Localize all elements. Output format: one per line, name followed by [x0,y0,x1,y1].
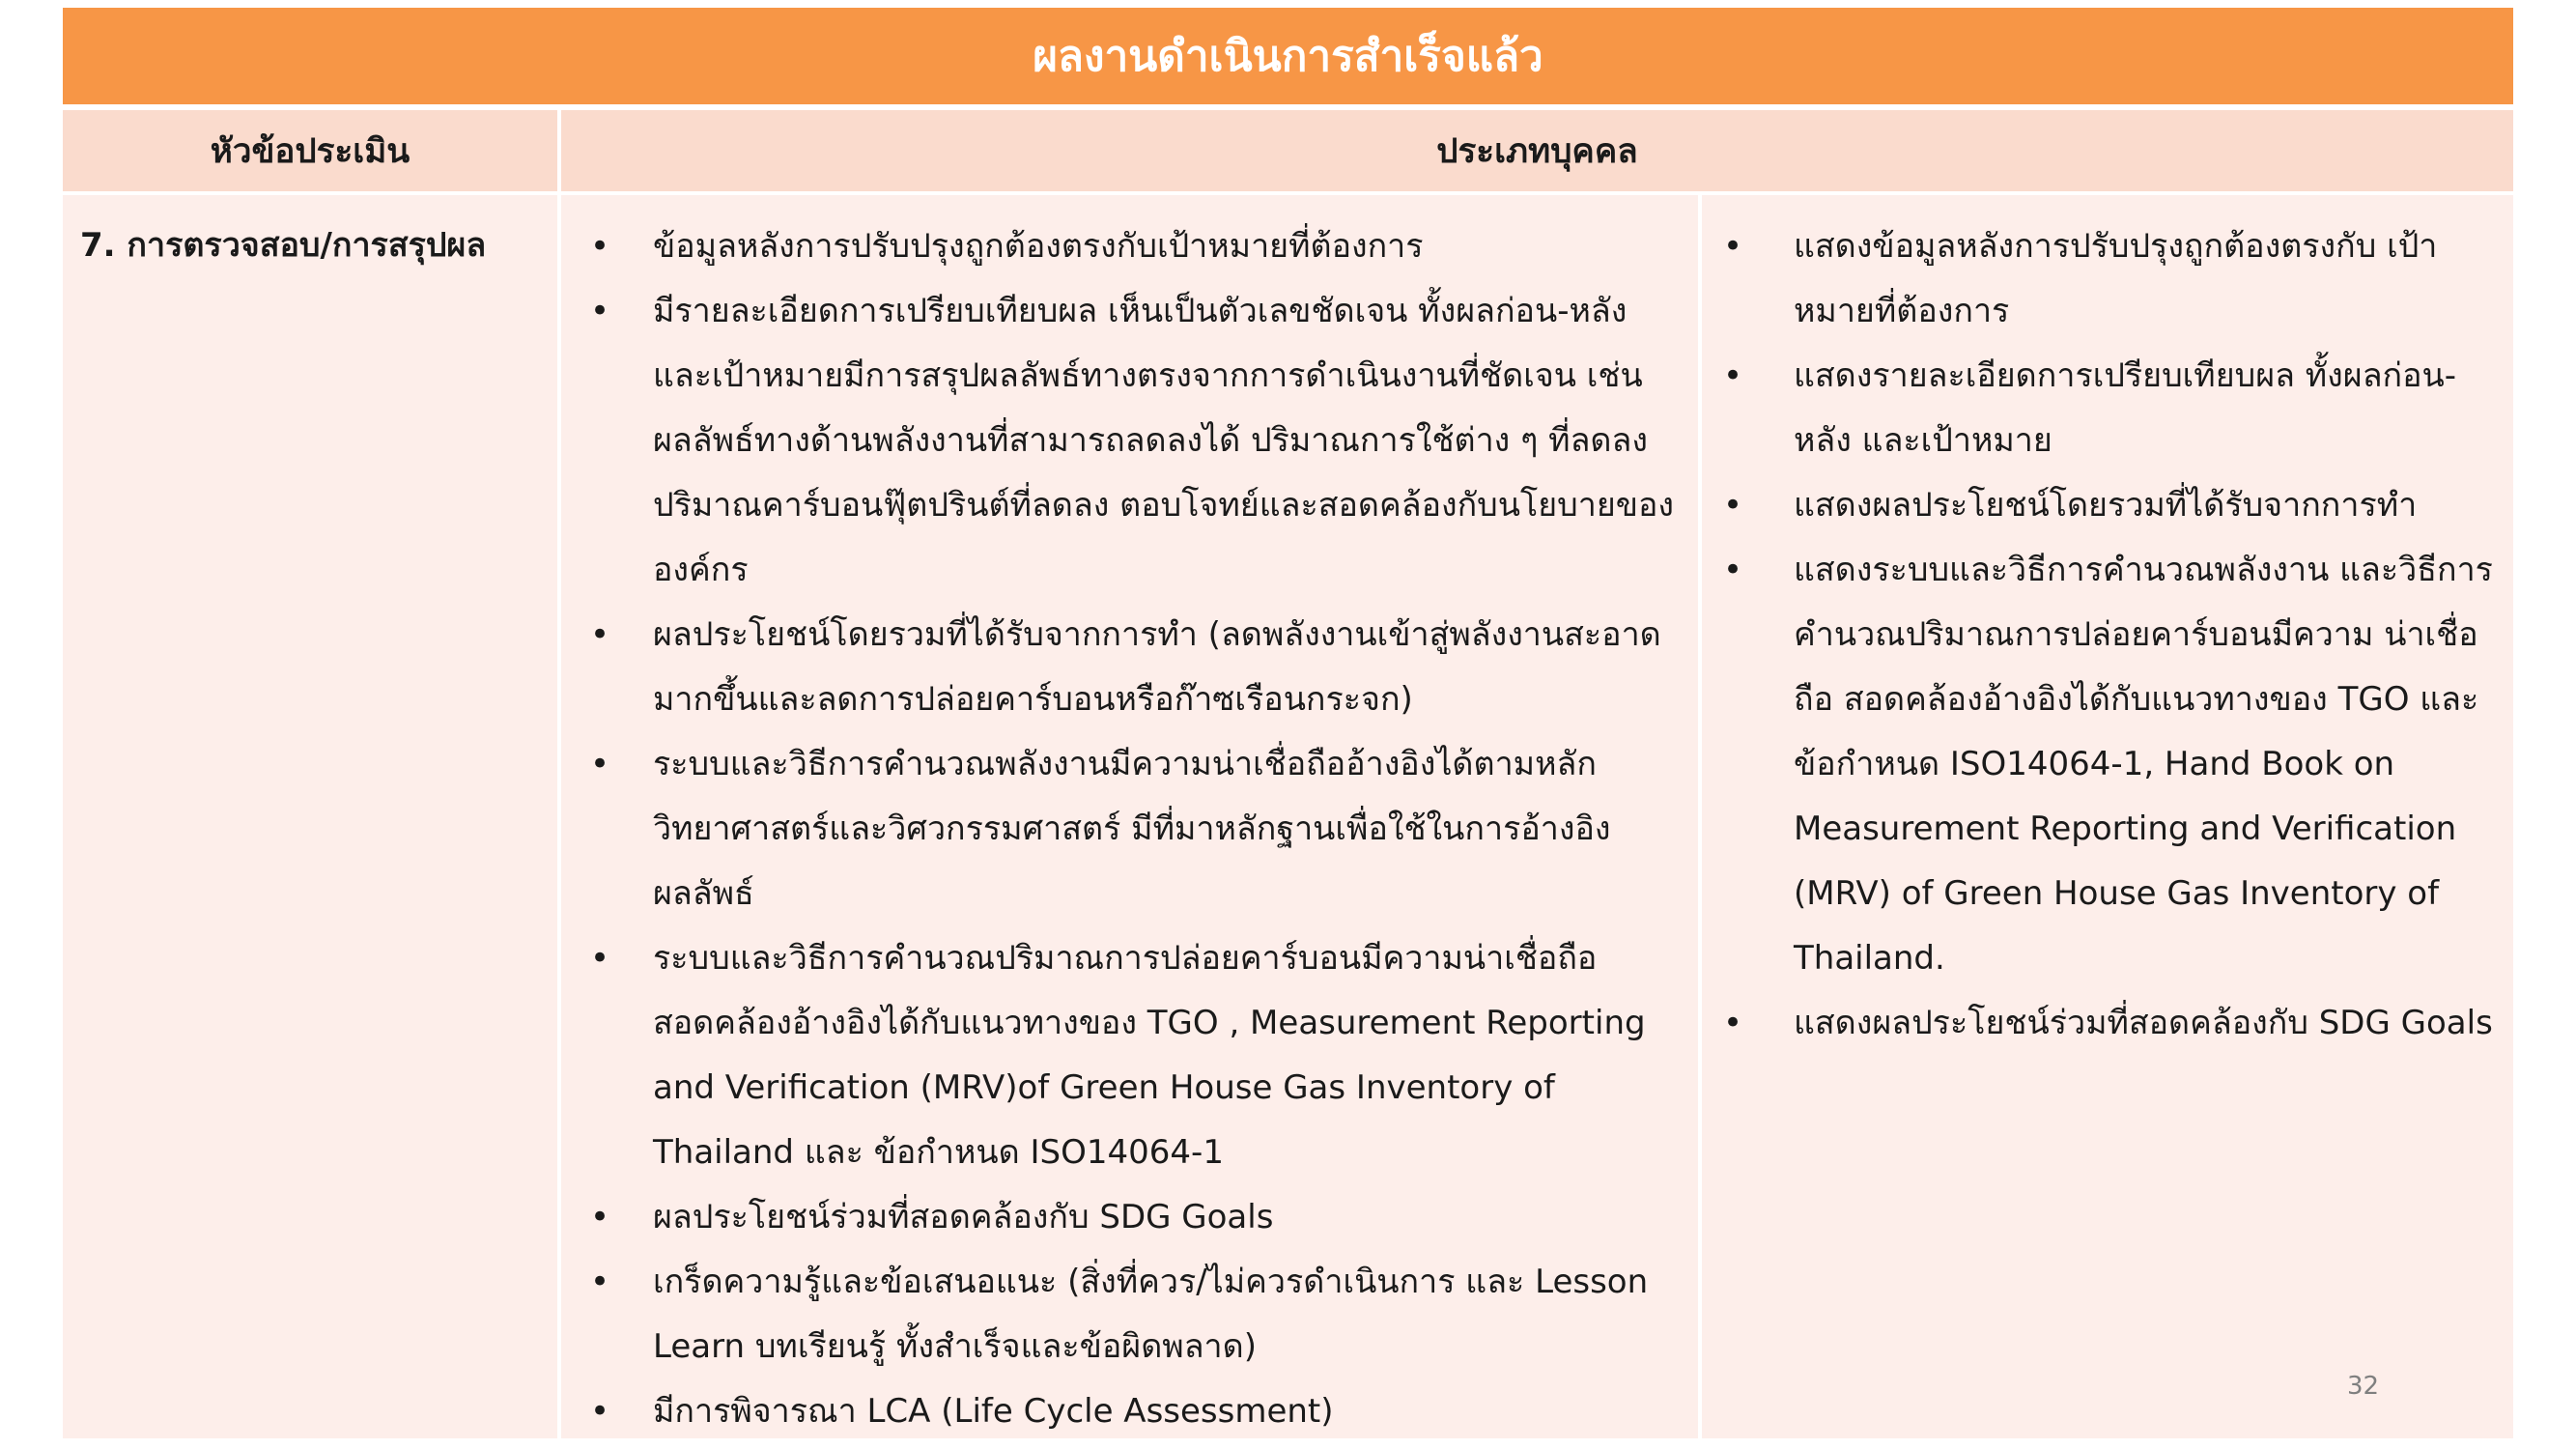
topic-label: 7. การตรวจสอบ/การสรุปผล [80,226,487,265]
bullet-icon: • [590,745,610,783]
criteria-cell [561,195,1698,1438]
bullet-icon: • [1723,356,1743,395]
bullet-icon: • [590,1392,610,1431]
bullet-icon: • [1723,1004,1743,1042]
bullet-icon: • [590,292,610,330]
list-item: • มีการพิจารณา LCA (Life Cycle Assessment) [561,1379,1691,1444]
bullet-icon: • [590,227,610,266]
slide-title: ผลงานดำเนินการสำเร็จแล้ว [63,8,2513,104]
criteria-table [63,110,2513,1438]
bullet-icon: • [590,939,610,978]
list-item: • แสดงผลประโยชน์โดยรวมที่ได้รับจากการทำ [1702,473,2508,538]
list-item: • แสดงข้อมูลหลังการปรับปรุงถูกต้องตรงกับ เป้าหมายที่ต้องการ [1702,214,2508,344]
list-item: • มีรายละเอียดการเปรียบเทียบผล เห็นเป็นตัวเลขชัดเจน ทั้งผลก่อน-หลัง และเป้าหมายมีการสรุปผลลัพธ์ทางตรงจากการดำเนินงานที่ชัดเจน เช่น ผลลัพธ์ทางด้านพลังงานที่สามารถลดลงได้ ปริมาณการใช้ต่าง ๆ ที่ลดลง ปริมาณคาร์บอนฟุ๊ตปรินต์ที่ลดลง ตอบโจทย์และสอดคล้องกับนโยบายของ องค์กร [561,279,1691,603]
bullet-icon: • [1723,486,1743,525]
list-item: • แสดงระบบและวิธีการคำนวณพลังงาน และวิธีการ คำนวณปริมาณการปล่อยคาร์บอนมีความ น่าเชื่อถือ สอดคล้องอ้างอิงได้กับแนวทางของ TGO และ ข้อกำหนด ISO14064-1, Hand Book on Measurement Reporting and Verification (MRV) of Green House Gas Inventory of Thailand. [1702,538,2508,991]
bullet-icon: • [1723,227,1743,266]
page-number: 32 [2347,1372,2380,1401]
list-item: • เกร็ดความรู้และข้อเสนอแนะ (สิ่งที่ควร/ไม่ควรดำเนินการ และ Lesson Learn บทเรียนรู้ ทั้งสำเร็จและข้อผิดพลาด) [561,1250,1691,1379]
list-item: • ระบบและวิธีการคำนวณปริมาณการปล่อยคาร์บอนมีความน่าเชื่อถือ สอดคล้องอ้างอิงได้กับแนวทางของ TGO , Measurement Reporting and Verification (MRV)of Green House Gas Inventory of Thailand และ ข้อกำหนด ISO14064-1 [561,926,1691,1185]
list-item: • ผลประโยชน์ร่วมที่สอดคล้องกับ SDG Goals [561,1185,1691,1250]
header-topic: หัวข้อประเมิน [63,110,557,191]
bullet-icon: • [590,615,610,654]
evidence-cell [1702,195,2513,1438]
bullet-icon: • [590,1198,610,1236]
bullet-icon: • [590,1263,610,1301]
bullet-icon: • [1723,551,1743,589]
header-person-type: ประเภทบุคคล [561,110,2513,191]
criteria-list [561,214,1691,1444]
evidence-list [1702,214,2508,1056]
list-item: • ผลประโยชน์โดยรวมที่ได้รับจากการทำ (ลดพลังงานเข้าสู่พลังงานสะอาด มากขึ้นและลดการปล่อยคาร์บอนหรือก๊าซเรือนกระจก) [561,603,1691,732]
list-item: • แสดงผลประโยชน์ร่วมที่สอดคล้องกับ SDG Goals [1702,991,2508,1056]
list-item: • แสดงรายละเอียดการเปรียบเทียบผล ทั้งผลก่อน- หลัง และเป้าหมาย [1702,344,2508,473]
list-item: • ระบบและวิธีการคำนวณพลังงานมีความน่าเชื่อถืออ้างอิงได้ตามหลัก วิทยาศาสตร์และวิศวกรรมศาสตร์ มีที่มาหลักฐานเพื่อใช้ในการอ้างอิง ผลลัพธ์ [561,732,1691,926]
topic-cell [63,195,557,1438]
list-item: • ข้อมูลหลังการปรับปรุงถูกต้องตรงกับเป้าหมายที่ต้องการ [561,214,1691,279]
